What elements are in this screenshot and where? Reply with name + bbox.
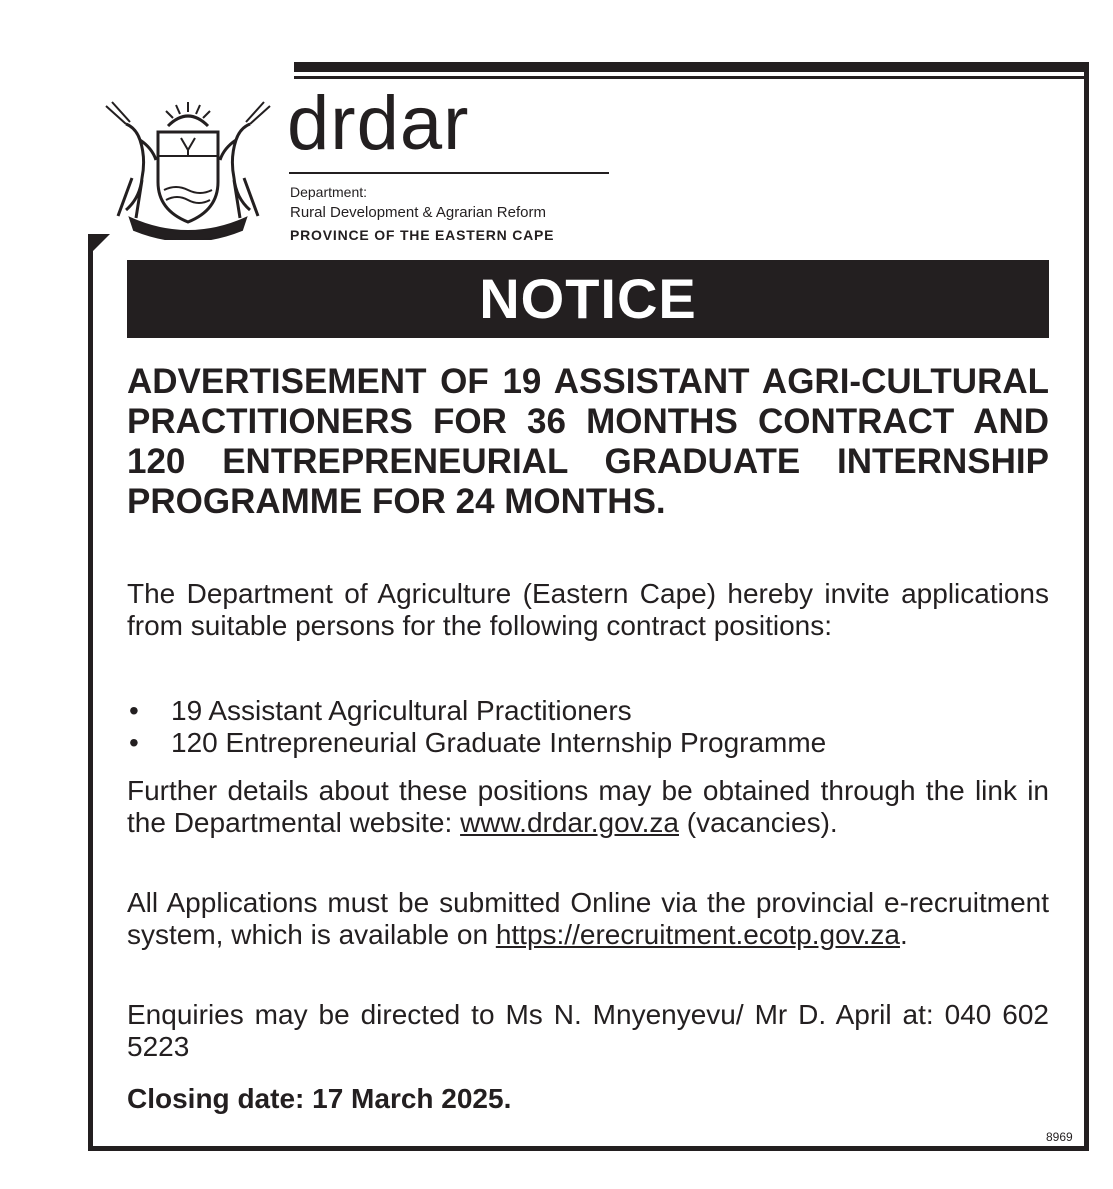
coat-of-arms-icon [96, 98, 280, 240]
logo-wordmark: drdar [287, 81, 470, 166]
department-name: Rural Development & Agrarian Reform [290, 204, 546, 221]
frame-left-border [88, 236, 93, 1151]
reference-number: 8969 [1046, 1130, 1073, 1144]
list-item [127, 695, 1049, 727]
province-name: PROVINCE OF THE EASTERN CAPE [290, 227, 555, 243]
logo-divider [289, 172, 609, 174]
notice-title: NOTICE [479, 267, 697, 330]
list-item [127, 727, 1049, 759]
closing-date: Closing date: 17 March 2025. [127, 1083, 512, 1114]
enquiries-paragraph: Enquiries may be directed to Ms N. Mnyenyevu/ Mr D. April at: 040 602 5223 [127, 999, 1049, 1062]
bullet-icon: • [129, 695, 139, 726]
details-paragraph [127, 775, 1049, 839]
position-text: 19 Assistant Agricultural Practitioners [171, 695, 632, 726]
top-border-thin [294, 76, 1089, 79]
intro-paragraph: The Department of Agriculture (Eastern Cape) hereby invite applications from suitable persons for the following contract positions: [127, 578, 1049, 641]
bullet-icon: • [129, 727, 139, 758]
erecruitment-link[interactable]: https://erecruitment.ecotp.gov.za [495, 919, 900, 950]
top-border-thick [294, 62, 1089, 72]
details-text: Further details about these positions may be obtained through the link in the Departmental website: [127, 775, 1049, 838]
department-label: Department: [290, 184, 368, 200]
applications-suffix: . [899, 919, 908, 950]
frame-right-border [1084, 62, 1089, 1151]
advert-headline: ADVERTISEMENT OF 19 ASSISTANT AGRI-CULTURAL PRACTITIONERS FOR 36 MONTHS CONTRACT AND 120 ENTREPRENEURIAL GRADUATE INTERNSHIP PROGRAMME FOR 24 MONTHS. [127, 362, 1049, 521]
positions-list [127, 695, 1049, 759]
applications-text: All Applications must be submitted Online via the provincial e-recruitment system, which is available on [127, 887, 1049, 950]
website-link[interactable]: www.drdar.gov.za [460, 807, 679, 838]
details-suffix: (vacancies). [678, 807, 838, 838]
notice-banner [127, 260, 1049, 338]
applications-paragraph [127, 887, 1049, 951]
frame-bottom-border [88, 1146, 1089, 1151]
position-text: 120 Entrepreneurial Graduate Internship Programme [171, 727, 827, 758]
